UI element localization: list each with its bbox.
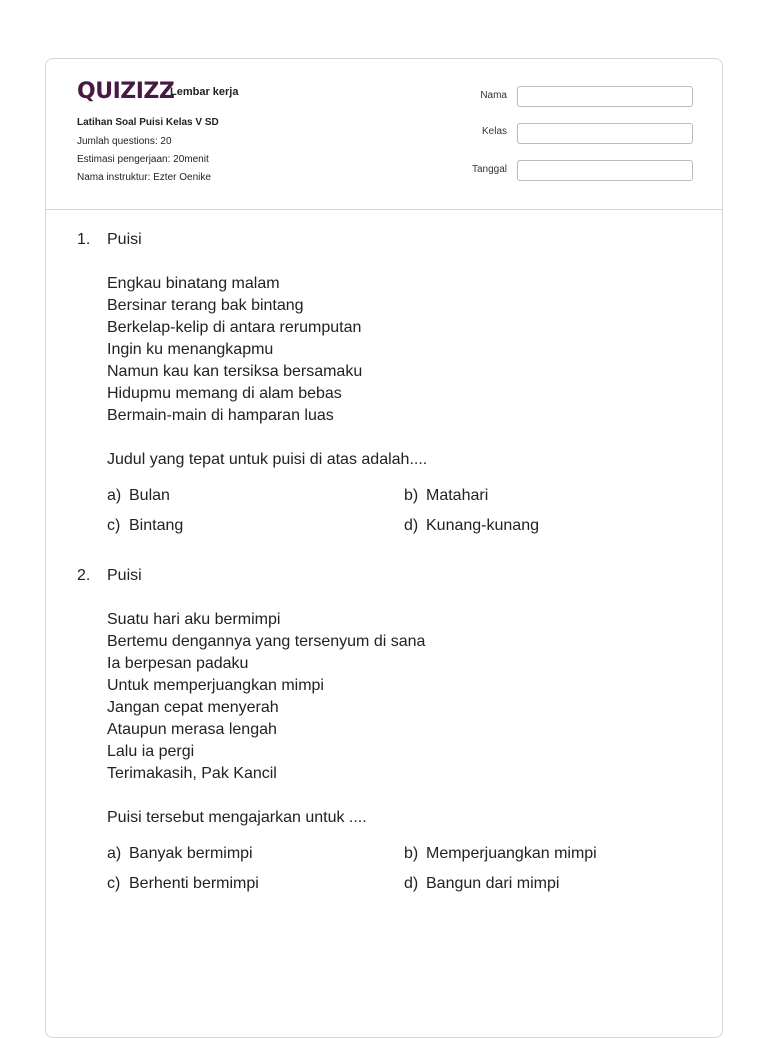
answer-options — [107, 843, 687, 903]
option-c[interactable] — [107, 873, 259, 895]
option-letter: d) — [404, 875, 419, 892]
option-letter: b) — [404, 845, 419, 862]
option-d[interactable] — [404, 515, 539, 537]
option-letter: c) — [107, 517, 121, 534]
poem-text — [107, 609, 687, 785]
instructor-name: Nama instruktur: Ezter Oenike — [77, 172, 211, 183]
question-title: Puisi — [107, 231, 142, 248]
question-title: Puisi — [107, 567, 142, 584]
option-letter: b) — [404, 487, 419, 504]
quizizz-logo: QUIZIZZ — [77, 79, 175, 104]
question-prompt: Puisi tersebut mengajarkan untuk .... — [107, 809, 367, 826]
option-letter: a) — [107, 845, 122, 862]
date-field-label: Tanggal — [471, 164, 507, 175]
option-a[interactable] — [107, 843, 253, 865]
name-field-label: Nama — [480, 90, 507, 101]
question-body — [107, 565, 687, 903]
poem-line: Terimakasih, Pak Kancil — [107, 765, 277, 782]
question-number: 2. — [77, 567, 91, 584]
poem-line: Bermain-main di hamparan luas — [107, 407, 334, 424]
poem-line: Ataupun merasa lengah — [107, 721, 277, 738]
option-text: Bulan — [129, 487, 170, 504]
poem-line: Ia berpesan padaku — [107, 655, 249, 672]
class-field-label: Kelas — [481, 126, 507, 137]
poem-line: Engkau binatang malam — [107, 275, 280, 292]
question-body — [107, 229, 687, 545]
option-text: Banyak bermimpi — [129, 845, 253, 862]
poem-line: Untuk memperjuangkan mimpi — [107, 677, 324, 694]
date-field[interactable] — [517, 160, 693, 181]
worksheet-header — [46, 59, 722, 210]
option-a[interactable] — [107, 485, 170, 507]
option-letter: a) — [107, 487, 122, 504]
name-field[interactable] — [517, 86, 693, 107]
poem-line: Namun kau kan tersiksa bersamaku — [107, 363, 363, 380]
option-text: Bangun dari mimpi — [426, 875, 560, 892]
poem-line: Bersinar terang bak bintang — [107, 297, 304, 314]
worksheet-subtitle: Lembar kerja — [170, 86, 239, 98]
question-number: 1. — [77, 231, 91, 248]
option-c[interactable] — [107, 515, 183, 537]
worksheet-sheet — [45, 58, 723, 1038]
option-letter: d) — [404, 517, 419, 534]
option-text: Berhenti bermimpi — [129, 875, 259, 892]
option-letter: c) — [107, 875, 121, 892]
poem-line: Hidupmu memang di alam bebas — [107, 385, 342, 402]
option-text: Bintang — [129, 517, 184, 534]
poem-line: Suatu hari aku bermimpi — [107, 611, 281, 628]
option-d[interactable] — [404, 873, 559, 895]
poem-line: Ingin ku menangkapmu — [107, 341, 274, 358]
option-b[interactable] — [404, 843, 597, 865]
poem-line: Lalu ia pergi — [107, 743, 195, 760]
answer-options — [107, 485, 687, 545]
estimated-duration: Estimasi pengerjaan: 20menit — [77, 154, 209, 165]
class-field[interactable] — [517, 123, 693, 144]
worksheet-title: Latihan Soal Puisi Kelas V SD — [77, 117, 219, 128]
poem-line: Bertemu dengannya yang tersenyum di sana — [107, 633, 426, 650]
poem-line: Berkelap-kelip di antara rerumputan — [107, 319, 362, 336]
option-text: Memperjuangkan mimpi — [426, 845, 597, 862]
poem-text — [107, 273, 687, 427]
poem-line: Jangan cepat menyerah — [107, 699, 279, 716]
option-text: Kunang-kunang — [426, 517, 539, 534]
question-prompt: Judul yang tepat untuk puisi di atas adalah.... — [107, 451, 428, 468]
option-b[interactable] — [404, 485, 488, 507]
option-text: Matahari — [426, 487, 489, 504]
question-count: Jumlah questions: 20 — [77, 136, 172, 147]
